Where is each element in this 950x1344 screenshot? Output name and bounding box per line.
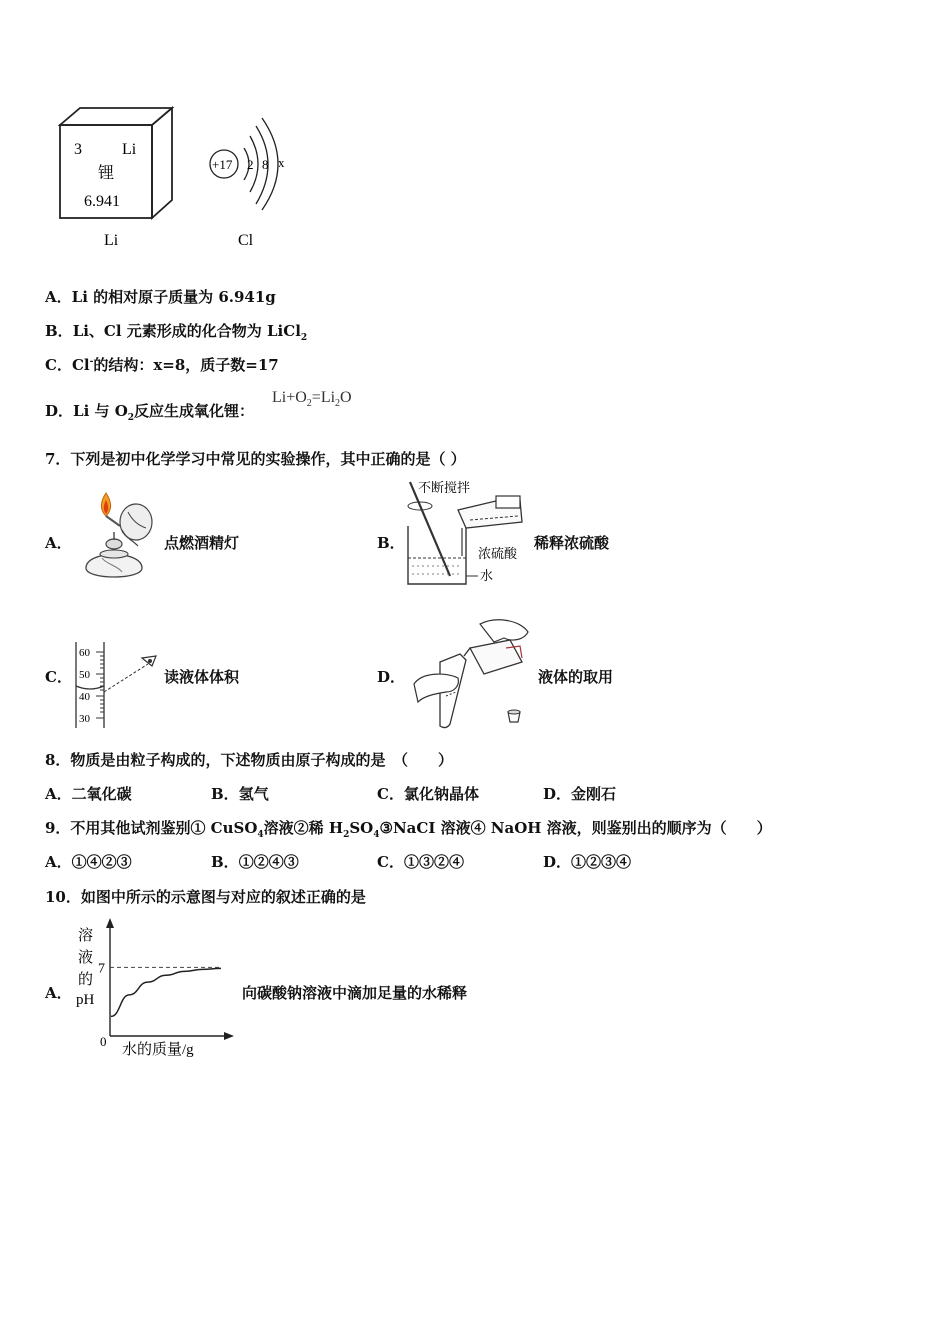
q8-option-a: A．二氧化碳: [45, 785, 132, 803]
dilute-sulfuric-acid-icon: [400, 476, 530, 591]
q10-option-a-letter: A．: [45, 984, 72, 1002]
cylinder-tick-30: 30: [79, 713, 90, 725]
q7-stem: 7．下列是初中化学学习中常见的实验操作，其中正确的是（ ）: [45, 450, 466, 468]
liquid-pouring-icon: [410, 612, 535, 732]
q9-option-a: A．①④②③: [45, 853, 132, 871]
q7-option-c-letter: C．: [45, 668, 72, 686]
li-element-box-figure: [50, 100, 190, 260]
q7-option-b-letter: B．: [377, 534, 405, 552]
li-symbol: Li: [122, 141, 137, 158]
chart-ylabel-char-1: 溶: [78, 926, 94, 944]
q9-option-c: C．①③②④: [377, 853, 464, 871]
chart-x-arrow: [224, 1032, 234, 1040]
cl-shell-1: 2: [247, 157, 254, 172]
cl-nucleus-charge: +17: [212, 157, 233, 172]
q6-option-c: C．Cl-的结构：x=8，质子数=17: [45, 356, 279, 374]
q6-option-a: A．Li 的相对原子质量为 6.941g: [45, 288, 276, 306]
chart-reference-label: 7: [98, 961, 105, 977]
q6-option-b: B．Li、Cl 元素形成的化合物为 LiCl$_2$: [45, 322, 308, 343]
cylinder-tick-60: 60: [79, 647, 90, 659]
cl-atom-structure-figure: [200, 112, 310, 252]
q8-stem: 8．物质是由粒子构成的，下述物质由原子构成的是 （ ）: [45, 751, 453, 769]
q7-option-d-letter: D．: [377, 668, 406, 686]
cylinder-tick-50: 50: [79, 669, 90, 681]
cylinder-tick-40: 40: [79, 691, 90, 703]
alcohol-lamp-lighting-icon: [72, 488, 167, 588]
label-acid: 浓硫酸: [478, 547, 518, 562]
ph-dilution-chart: [70, 918, 240, 1063]
q7-option-b-caption: 稀释浓硫酸: [534, 534, 610, 552]
chart-ylabel-char-4: pH: [76, 992, 95, 1008]
q6-option-d: D．Li 与 $O_2$反应生成氧化锂：: [45, 402, 255, 423]
q7-option-c-caption: 读液体体积: [164, 668, 240, 686]
q8-option-c: C．氯化钠晶体: [377, 785, 479, 803]
chart-ylabel-char-3: 的: [78, 970, 94, 988]
chart-series-line: [111, 968, 221, 1016]
cl-shell-3: x: [278, 155, 285, 170]
q9-option-d: D．①②③④: [543, 853, 632, 871]
q7-option-a-letter: A．: [45, 534, 72, 552]
chart-ylabel-char-2: 液: [78, 948, 94, 966]
li-caption: Li: [104, 232, 119, 249]
q7-option-d-caption: 液体的取用: [538, 668, 614, 686]
chart-xlabel: 水的质量/g: [122, 1042, 194, 1058]
q6-equation: $Li+O_2=Li_2O$: [272, 389, 352, 410]
q9-option-b: B．①②④③: [211, 853, 299, 871]
cl-caption: Cl: [238, 232, 254, 249]
li-atomic-mass: 6.941: [84, 193, 120, 210]
chart-origin-label: 0: [100, 1034, 107, 1049]
q9-stem: 9．不用其他试剂鉴别① CuSO$_4$溶液②稀 $H_2SO_4③NaCI$ 溶液④ NaOH 溶液，则鉴别出的顺序为（ ）: [45, 819, 772, 840]
graduated-cylinder-reading-icon: [72, 640, 167, 730]
cl-shell-2: 8: [262, 157, 269, 172]
q8-option-d: D．金刚石: [543, 785, 617, 803]
label-water: 水: [480, 569, 494, 584]
q10-stem: 10．如图中所示的示意图与对应的叙述正确的是: [45, 888, 366, 906]
label-stir: 不断搅拌: [418, 481, 471, 496]
q8-option-b: B．氢气: [211, 785, 269, 803]
q10-option-a-caption: 向碳酸钠溶液中滴加足量的水稀释: [242, 984, 468, 1002]
li-name: 锂: [98, 163, 115, 182]
li-atomic-number: 3: [74, 141, 82, 158]
q7-option-a-caption: 点燃酒精灯: [164, 534, 240, 552]
chart-y-arrow: [106, 918, 114, 928]
